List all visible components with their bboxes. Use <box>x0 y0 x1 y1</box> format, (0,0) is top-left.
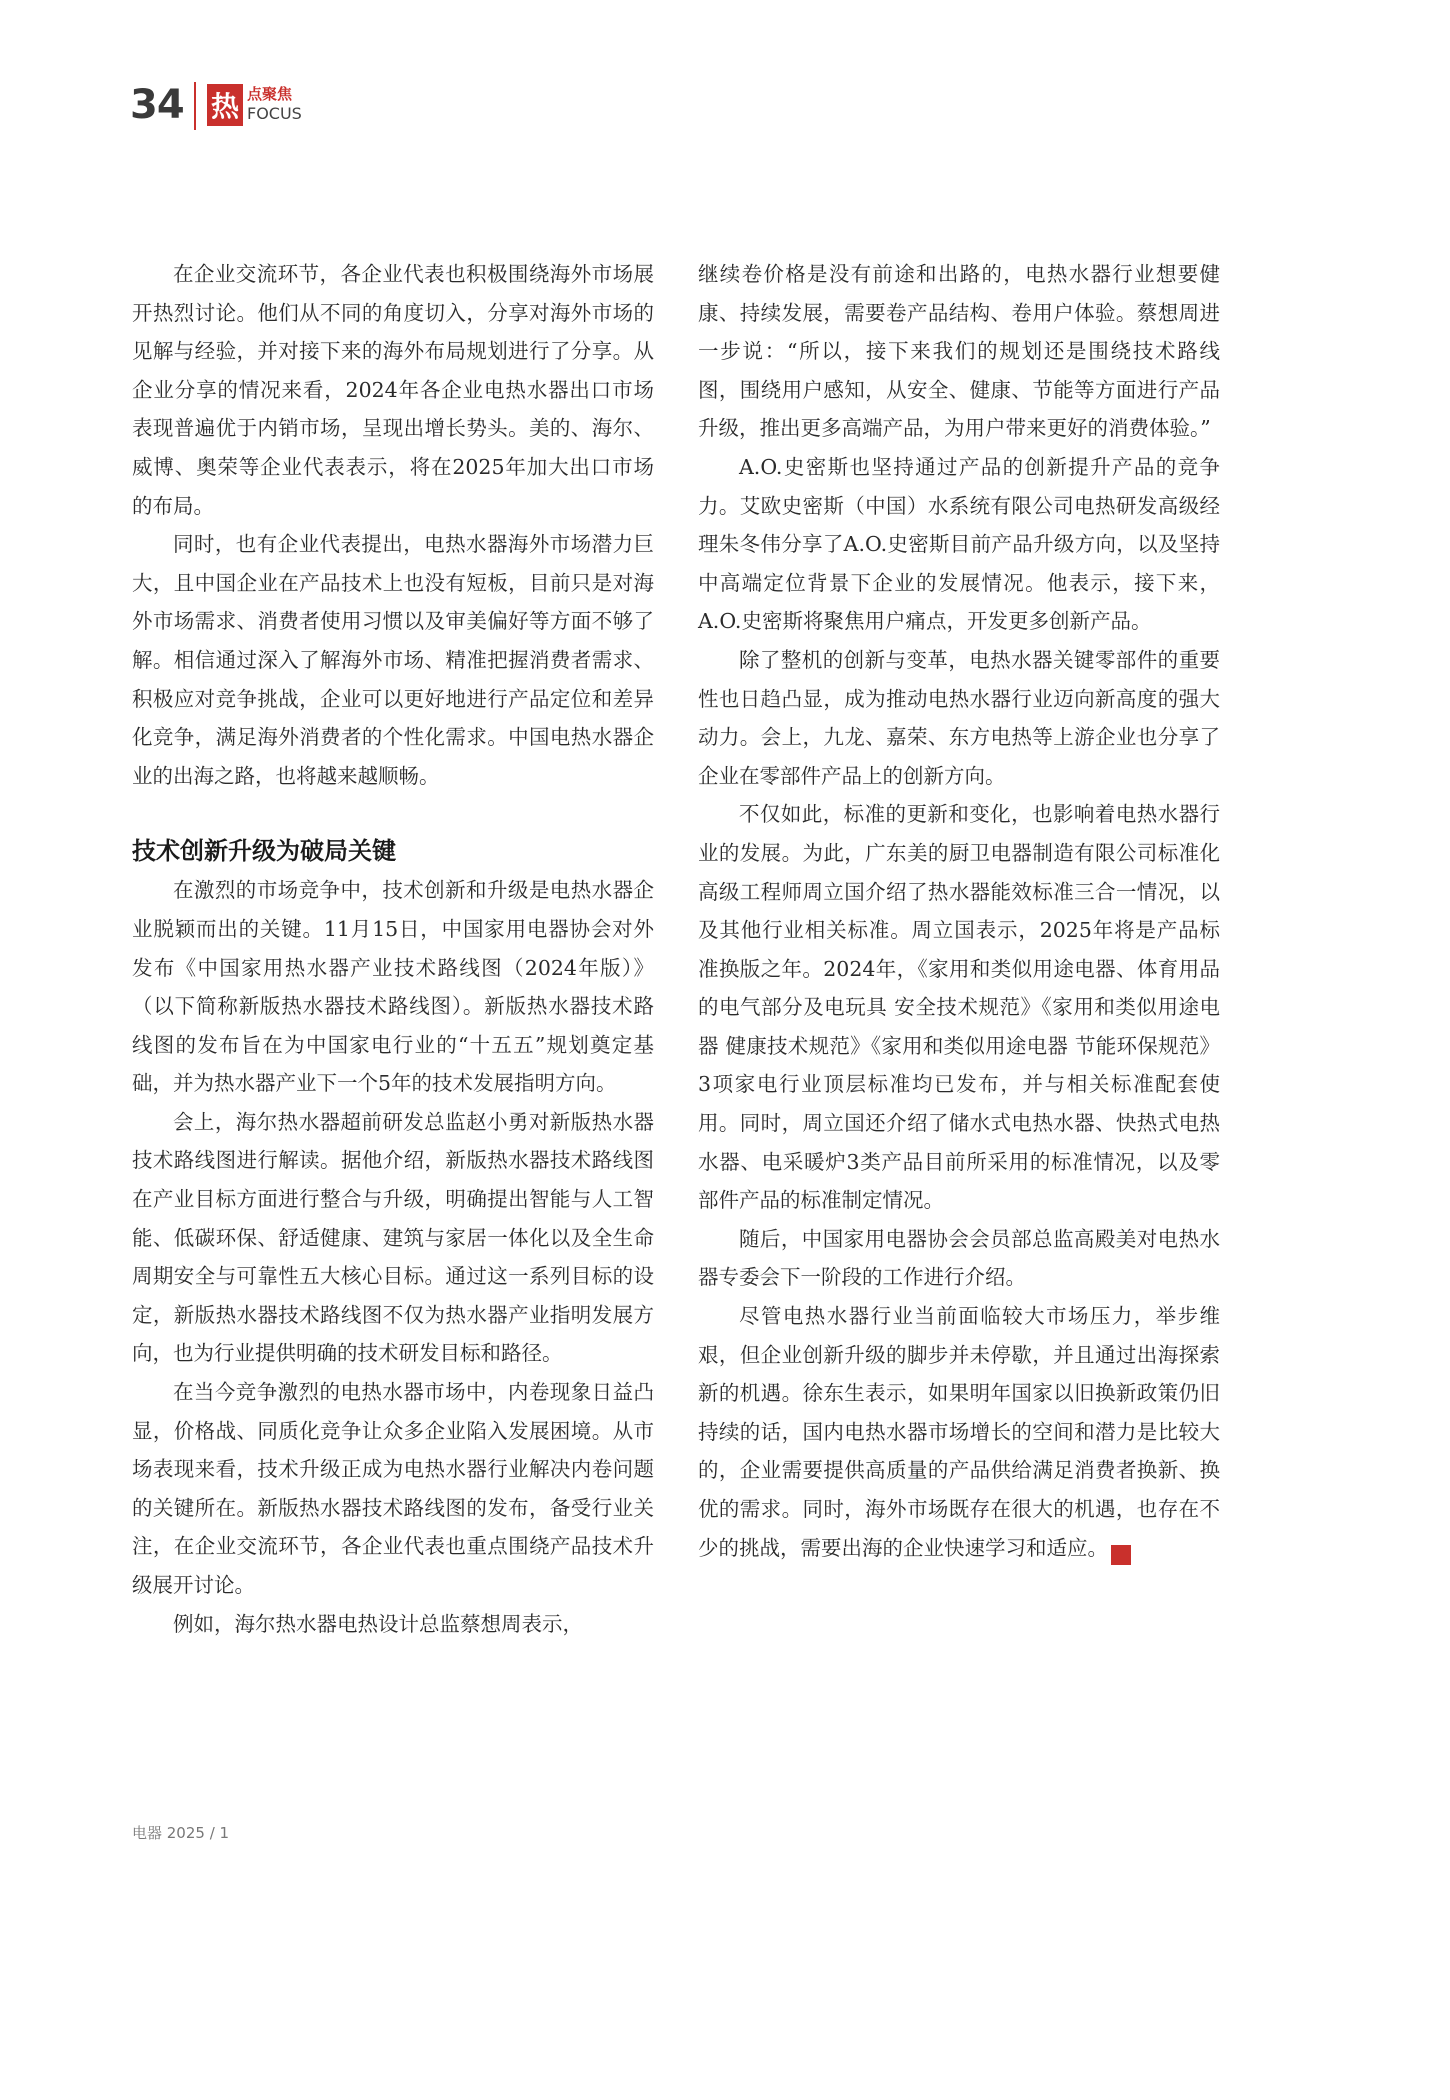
page-number: 34 <box>130 82 184 128</box>
section-logo-icon: 热 <box>207 84 243 126</box>
paragraph: 在企业交流环节，各企业代表也积极围绕海外市场展开热烈讨论。他们从不同的角度切入，分享对海外市场的见解与经验，并对接下来的海外布局规划进行了分享。从企业分享的情况来看，2024年各企业电热水器出口市场表现普遍优于内销市场，呈现出增长势头。美的、海尔、威博、奥荣等企业代表表示，将在2025年加大出口市场的布局。 <box>132 262 654 518</box>
page-header <box>130 78 530 134</box>
paragraph-text: 尽管电热水器行业当前面临较大市场压力，举步维艰，但企业创新升级的脚步并未停歇，并且通过出海探索新的机遇。徐东生表示，如果明年国家以旧换新政策仍旧持续的话，国内电热水器市场增长的空间和潜力是比较大的，企业需要提供高质量的产品供给满足消费者换新、换优的需求。同时，海外市场既存在很大的机遇，也存在不少的挑战，需要出海的企业快速学习和适应。 <box>698 1304 1220 1560</box>
paragraph: 会上，海尔热水器超前研发总监赵小勇对新版热水器技术路线图进行解读。据他介绍，新版热水器技术路线图在产业目标方面进行整合与升级，明确提出智能与人工智能、低碳环保、舒适健康、建筑与家居一体化以及全生命周期安全与可靠性五大核心目标。通过这一系列目标的设定，新版热水器技术路线图不仅为热水器产业指明发展方向，也为行业提供明确的技术研发目标和路径。 <box>132 1109 654 1366</box>
end-mark-icon: 器 <box>1111 1545 1131 1565</box>
section-heading: 技术创新升级为破局关键 <box>132 837 396 866</box>
paragraph-continued: 继续卷价格是没有前途和出路的，电热水器行业想要健康、持续发展，需要卷产品结构、卷用户体验。蔡想周进一步说：“所以，接下来我们的规划还是围绕技术路线图，围绕用户感知，从安全、健康、节能等方面进行产品升级，推出更多高端产品，为用户带来更好的消费体验。” <box>698 262 1220 441</box>
paragraph: 不仅如此，标准的更新和变化，也影响着电热水器行业的发展。为此，广东美的厨卫电器制造有限公司标准化高级工程师周立国介绍了热水器能效标准三合一情况，以及其他行业相关标准。周立国表示，2025年将是产品标准换版之年。2024年，《家用和类似用途电器、体育用品的电气部分及电玩具 安全技术规范》《家用和类似用途电器 健康技术规范》《家用和类似用途电器 节能环保规范》3项家电行业顶层标准均已发布，并与相关标准配套使用。同时，周立国还介绍了储水式电热水器、快热式电热水器、电采暖炉3类产品目前所采用的标准情况，以及零部件产品的标准制定情况。 <box>698 802 1220 1213</box>
paragraph: A.O.史密斯也坚持通过产品的创新提升产品的竞争力。艾欧史密斯（中国）水系统有限公司电热研发高级经理朱冬伟分享了A.O.史密斯目前产品升级方向，以及坚持中高端定位背景下企业的发展情况。他表示，接下来，A.O.史密斯将聚焦用户痛点，开发更多创新产品。 <box>698 454 1220 634</box>
section-name-cn: 点聚焦 <box>247 85 293 103</box>
right-column <box>698 255 1220 1567</box>
left-column <box>132 255 654 1643</box>
paragraph: 例如，海尔热水器电热设计总监蔡想周表示， <box>173 1611 583 1636</box>
paragraph: 在激烈的市场竞争中，技术创新和升级是电热水器企业脱颖而出的关键。11月15日，中国家用电器协会对外发布《中国家用热水器产业技术路线图（2024年版）》（以下简称新版热水器技术路线图）。新版热水器技术路线图的发布旨在为中国家电行业的“十五五”规划奠定基础，并为热水器产业下一个5年的技术发展指明方向。 <box>132 878 654 1096</box>
paragraph: 除了整机的创新与变革，电热水器关键零部件的重要性也日趋凸显，成为推动电热水器行业迈向新高度的强大动力。会上，九龙、嘉荣、东方电热等上游企业也分享了企业在零部件产品上的创新方向。 <box>698 647 1220 788</box>
header-divider <box>194 82 196 130</box>
paragraph: 在当今竞争激烈的电热水器市场中，内卷现象日益凸显，价格战、同质化竞争让众多企业陷入发展困境。从市场表现来看，技术升级正成为电热水器行业解决内卷问题的关键所在。新版热水器技术路线图的发布，备受行业关注，在企业交流环节，各企业代表也重点围绕产品技术升级展开讨论。 <box>132 1380 654 1597</box>
paragraph-final <box>698 1297 1220 1567</box>
paragraph: 同时，也有企业代表提出，电热水器海外市场潜力巨大，且中国企业在产品技术上也没有短板，目前只是对海外市场需求、消费者使用习惯以及审美偏好等方面不够了解。相信通过深入了解海外市场、精准把握消费者需求、积极应对竞争挑战，企业可以更好地进行产品定位和差异化竞争，满足海外消费者的个性化需求。中国电热水器企业的出海之路，也将越来越顺畅。 <box>132 532 654 788</box>
section-name-en: FOCUS <box>247 104 302 123</box>
paragraph: 随后，中国家用电器协会会员部总监高殿美对电热水器专委会下一阶段的工作进行介绍。 <box>698 1226 1220 1290</box>
page-footer: 电器 2025 / 1 <box>132 1824 230 1842</box>
